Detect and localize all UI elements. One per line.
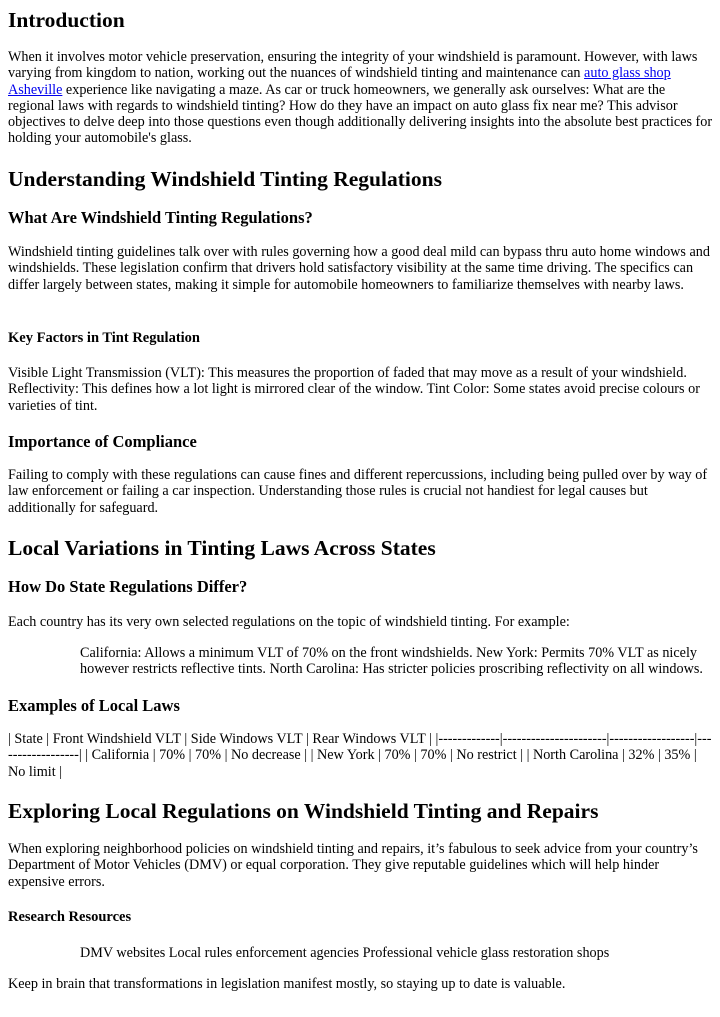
local-laws-table-text: | State | Front Windshield VLT | Side Windows VLT | Rear Windows VLT | |-------------|----------------------|------------------|------------------| | California | 70% | 70% | No decrease | | New York | 70% | 70% | No restrict | | North Carolina | 32% | 35% | No limit | xyxy=(8,731,712,780)
heading-introduction: Introduction xyxy=(8,8,125,32)
heading-importance-compliance: Importance of Compliance xyxy=(8,432,197,451)
heading-exploring-regulations: Exploring Local Regulations on Windshield Tinting and Repairs xyxy=(8,799,599,823)
intro-text-before-link: When it involves motor vehicle preservation, ensuring the integrity of your windshield is paramount. However, with laws varying from kingdom to nation, working out the nuances of windshield tinting and maintenance can xyxy=(8,49,698,82)
closing-paragraph: Keep in brain that transformations in legislation manifest mostly, so staying up to date is valuable. xyxy=(8,976,566,992)
importance-paragraph: Failing to comply with these regulations can cause fines and different repercussions, including being pulled over by way of law enforcement or failing a car inspection. Understanding those rules is crucial not handiest for legal causes but additionally for safeguard. xyxy=(8,467,708,516)
heading-examples-local-laws: Examples of Local Laws xyxy=(8,696,180,715)
key-factors-paragraph: Visible Light Transmission (VLT): This measures the proportion of faded that may move as a result of your windshield. Reflectivity: This defines how a lot light is mirrored clear of the window. Tint Color: Some states avoid precise colours or varieties of tint. xyxy=(8,365,700,414)
heading-key-factors: Key Factors in Tint Regulation xyxy=(8,330,200,346)
auto-glass-shop-link[interactable]: auto glass shop Asheville xyxy=(8,65,671,98)
research-resources-list: DMV websites Local rules enforcement agencies Professional vehicle glass restoration shops xyxy=(80,945,610,961)
intro-text-after-link: experience like navigating a maze. As car or truck homeowners, we generally ask ourselves: What are the regional laws with regards to windshield tinting? How do they have an impact on auto glass fix near me? This advisor objectives to delve deep into those questions even though additionally delivering insights into the absolute best practices for holding your automobile's glass. xyxy=(8,81,713,147)
how-differ-paragraph: Each country has its very own selected regulations on the topic of windshield tinting. For example: xyxy=(8,614,570,630)
heading-what-are-regulations: What Are Windshield Tinting Regulations? xyxy=(8,208,313,227)
intro-paragraph xyxy=(8,49,713,147)
exploring-paragraph: When exploring neighborhood policies on windshield tinting and repairs, it’s fabulous to seek advice from your country’s Department of Motor Vehicles (DMV) or equal corporation. They give reputable guidelines which will help hinder expensive errors. xyxy=(8,841,698,890)
heading-research-resources: Research Resources xyxy=(8,909,132,925)
what-are-paragraph: Windshield tinting guidelines talk over with rules governing how a good deal mild can bypass thru auto home windows and windshields. These legislation confirm that drivers hold satisfactory visibility at the same time driving. The specifics can differ largely between states, making it simple for automobile homeowners to familiarize themselves with nearby laws. xyxy=(8,244,710,293)
heading-understanding-regulations: Understanding Windshield Tinting Regulations xyxy=(8,167,442,191)
state-examples-list: California: Allows a minimum VLT of 70% on the front windshields. New York: Permits 70% VLT as nicely however restricts reflective tints. North Carolina: Has stricter policies proscribing reflectivity on all windows. xyxy=(80,645,703,678)
heading-local-variations: Local Variations in Tinting Laws Across States xyxy=(8,536,436,560)
heading-how-differ: How Do State Regulations Differ? xyxy=(8,577,248,596)
